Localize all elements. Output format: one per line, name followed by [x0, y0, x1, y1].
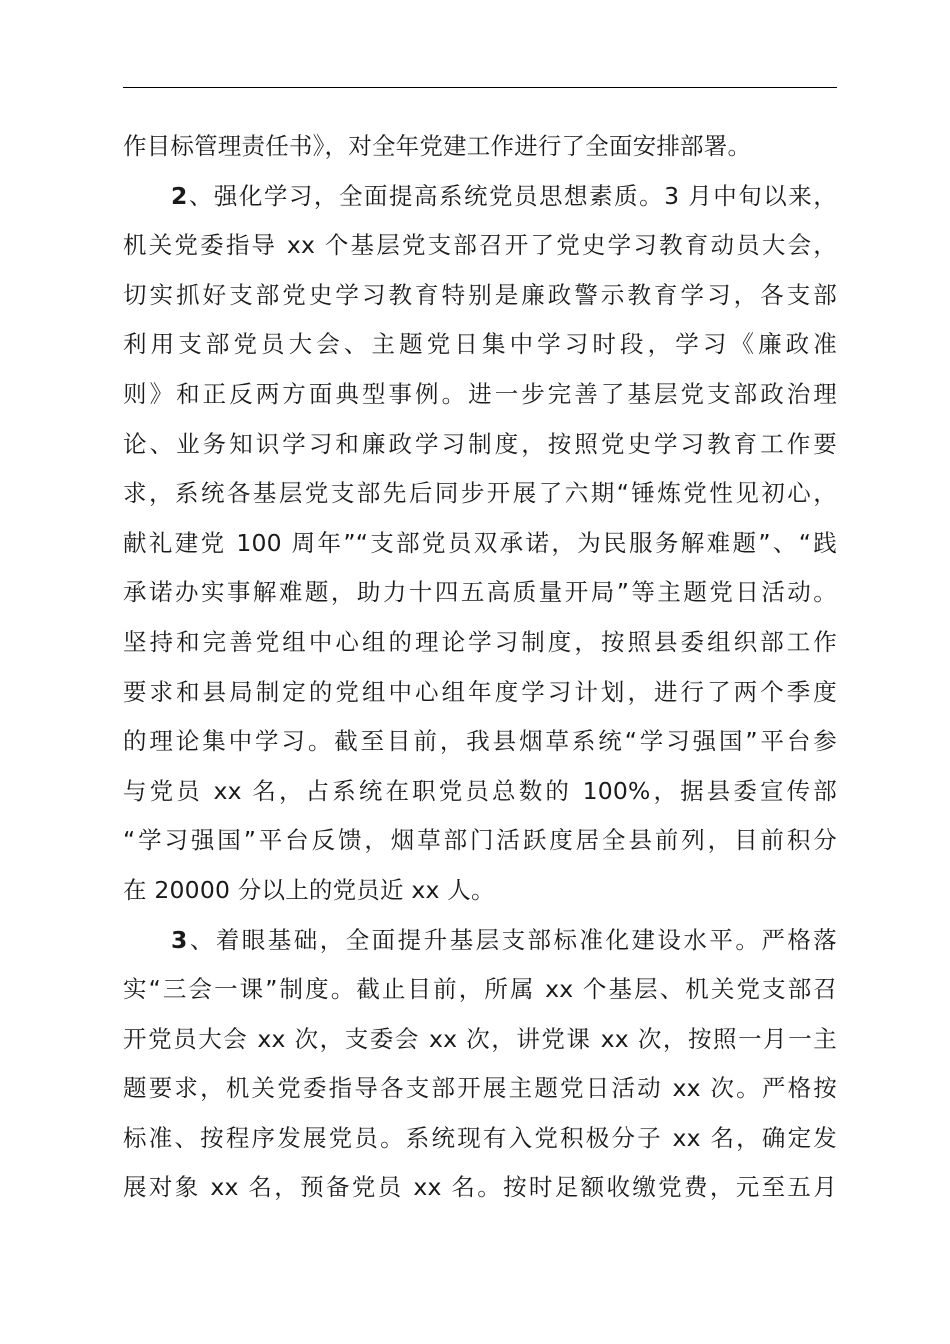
paragraph-2-line-12: 的理论集中学习。截至目前，我县烟草系统“学习强国”平台参	[123, 727, 837, 756]
paragraph-2-line-1-text: 、强化学习，全面提高系统党员思想素质。3 月中旬以来，	[187, 181, 837, 210]
paragraph-2-line-3: 切实抓好支部党史学习教育特别是廉政警示教育学习，各支部	[123, 280, 837, 309]
paragraph-3-line-5: 标准、按程序发展党员。系统现有入党积极分子 xx 名，确定发	[123, 1123, 837, 1152]
paragraph-3-number: 3	[171, 925, 188, 954]
paragraph-2-line-11: 要求和县局制定的党组中心组年度学习计划，进行了两个季度	[123, 677, 837, 706]
paragraph-2-line-9: 承诺办实事解难题，助力十四五高质量开局”等主题党日活动。	[123, 578, 837, 607]
paragraph-2-line-4: 利用支部党员大会、主题党日集中学习时段，学习《廉政准	[123, 330, 837, 359]
header-rule	[123, 87, 837, 88]
paragraph-2-line-2: 机关党委指导 xx 个基层党支部召开了党史学习教育动员大会，	[123, 231, 837, 260]
paragraph-3-line-6: 展对象 xx 名，预备党员 xx 名。按时足额收缴党费，元至五月	[123, 1173, 837, 1202]
paragraph-3-line-1-text: 、着眼基础，全面提升基层支部标准化建设水平。严格落	[187, 925, 837, 954]
paragraph-2-line-5: 则》和正反两方面典型事例。进一步完善了基层党支部政治理	[123, 379, 837, 408]
paragraph-3-line-1	[123, 916, 837, 966]
paragraph-2-line-6: 论、业务知识学习和廉政学习制度，按照党史学习教育工作要	[123, 429, 837, 458]
paragraph-3-line-4: 题要求，机关党委指导各支部开展主题党日活动 xx 次。严格按	[123, 1074, 837, 1103]
paragraph-2-line-14: “学习强国”平台反馈，烟草部门活跃度居全县前列，目前积分	[123, 826, 837, 855]
paragraph-3-line-2: 实“三会一课”制度。截止目前，所属 xx 个基层、机关党支部召	[123, 975, 837, 1004]
paragraph-2-line-15: 在 20000 分以上的党员近 xx 人。	[123, 875, 495, 904]
paragraph-2-line-13: 与党员 xx 名，占系统在职党员总数的 100%，据县委宣传部	[123, 776, 837, 805]
paragraph-2-line-8: 献礼建党 100 周年”“支部党员双承诺，为民服务解难题”、“践	[123, 528, 837, 557]
paragraph-2-line-1	[123, 172, 837, 222]
paragraph-1-line-1: 作目标管理责任书》，对全年党建工作进行了全面安排部署。	[123, 132, 752, 160]
paragraph-2-number: 2	[171, 181, 188, 210]
paragraph-3-line-3: 开党员大会 xx 次，支委会 xx 次，讲党课 xx 次，按照一月一主	[123, 1024, 837, 1053]
paragraph-2-line-7: 求，系统各基层党支部先后同步开展了六期“锤炼党性见初心，	[123, 479, 837, 508]
paragraph-2-line-10: 坚持和完善党组中心组的理论学习制度，按照县委组织部工作	[123, 627, 837, 656]
document-body	[123, 122, 837, 1213]
